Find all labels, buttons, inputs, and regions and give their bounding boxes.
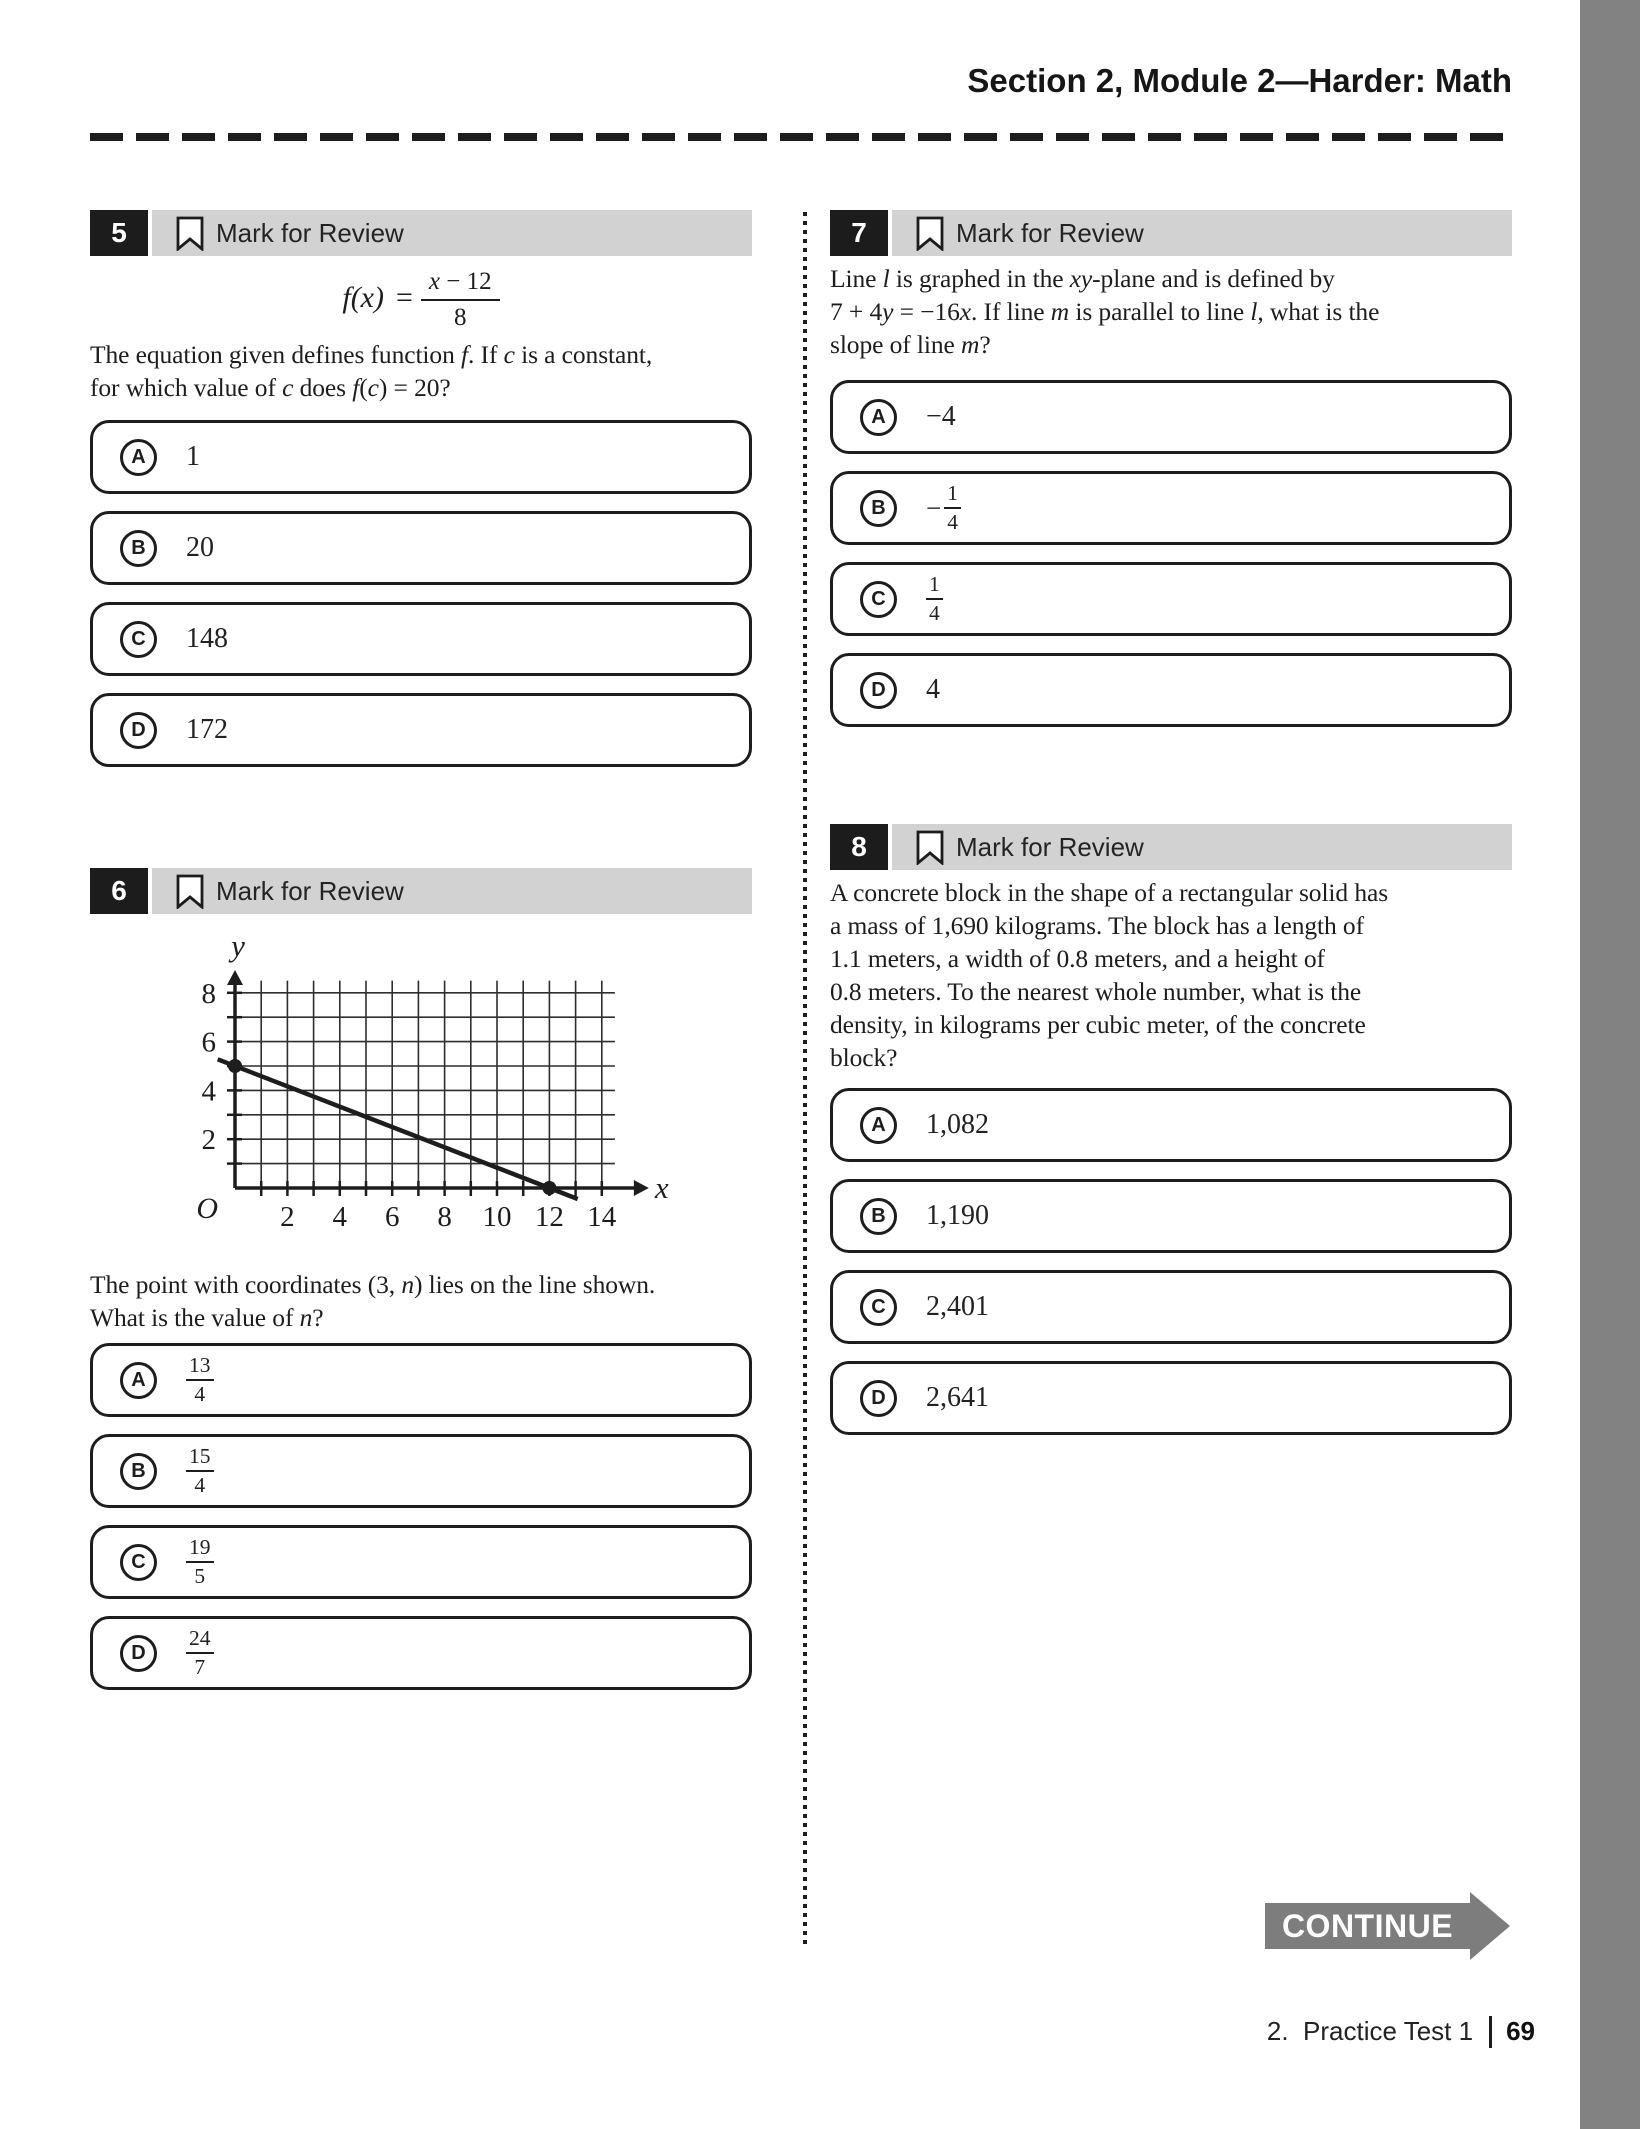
svg-text:4: 4 [201, 1075, 216, 1108]
choice-8b[interactable] [830, 1179, 1512, 1253]
question-text-line: for which value of c does f(c) = 20? [90, 373, 451, 402]
choice-letter: A [860, 399, 897, 436]
svg-text:6: 6 [384, 1201, 400, 1233]
question-8 [830, 824, 1512, 1452]
question-text-line: 1.1 meters, a width of 0.8 meters, and a height of [830, 944, 1325, 973]
bookmark-icon [916, 830, 944, 865]
answer-choices [830, 380, 1512, 727]
bookmark-icon [916, 216, 944, 251]
question-text [830, 876, 1512, 1074]
question-text [90, 338, 752, 404]
choice-value: 1,082 [926, 1109, 989, 1140]
question-text-line: a mass of 1,690 kilograms. The block has a length of [830, 911, 1364, 940]
svg-text:2: 2 [280, 1201, 295, 1233]
page-title: Section 2, Module 2—Harder: Math [967, 62, 1512, 99]
choice-value: 20 [186, 532, 214, 563]
choice-5d[interactable] [90, 693, 752, 767]
choice-5a[interactable] [90, 420, 752, 494]
question-text-line: What is the value of n? [90, 1303, 324, 1332]
choice-5b[interactable] [90, 511, 752, 585]
question-text-line: 0.8 meters. To the nearest whole number, what is the [830, 977, 1362, 1006]
choice-8c[interactable] [830, 1270, 1512, 1344]
question-6-header [90, 868, 752, 914]
question-text-line: density, in kilograms per cubic meter, of the concrete [830, 1010, 1366, 1039]
choice-value: $\frac{19}{5}$ [186, 1536, 214, 1588]
bookmark-icon [176, 874, 204, 909]
choice-7b[interactable] [830, 471, 1512, 545]
choice-value: −4 [926, 401, 956, 432]
svg-text:8: 8 [201, 977, 216, 1010]
choice-6d[interactable] [90, 1616, 752, 1690]
equation-lhs: f(x) [342, 280, 384, 314]
question-7-header [830, 210, 1512, 256]
svg-text:x: x [654, 1170, 669, 1205]
svg-text:10: 10 [482, 1201, 512, 1233]
svg-text:4: 4 [332, 1201, 348, 1233]
choice-letter: B [120, 530, 157, 567]
svg-text:12: 12 [534, 1201, 564, 1233]
question-text-line: The point with coordinates (3, n) lies on the line shown. [90, 1270, 656, 1299]
footer-page-number: 69 [1506, 2016, 1535, 2046]
footer-breadcrumb: 2. Practice Test 1 [1266, 2016, 1474, 2046]
choice-8d[interactable] [830, 1361, 1512, 1435]
choice-letter: C [860, 1289, 897, 1326]
question-number: 8 [830, 824, 888, 870]
mark-for-review-label: Mark for Review [216, 217, 404, 248]
question-text-line: slope of line m? [830, 330, 991, 359]
choice-value: 172 [186, 714, 228, 745]
question-number: 7 [830, 210, 888, 256]
svg-text:2: 2 [201, 1124, 216, 1157]
choice-value: 2,641 [926, 1382, 989, 1413]
choice-value: 4 [926, 674, 940, 705]
answer-choices [830, 1088, 1512, 1435]
choice-letter: D [860, 672, 897, 709]
answer-choices [90, 420, 752, 767]
continue-label: CONTINUE [1265, 1903, 1470, 1949]
question-6 [90, 868, 752, 1707]
choice-value: − $\frac{1}{4}$ [926, 482, 961, 534]
choice-letter: B [860, 490, 897, 527]
question-number: 5 [90, 210, 148, 256]
choice-7d[interactable] [830, 653, 1512, 727]
equation [90, 268, 752, 332]
choice-letter: C [120, 1544, 157, 1581]
question-text-line: block? [830, 1043, 898, 1072]
question-text-line: A concrete block in the shape of a rectangular solid has [830, 878, 1389, 907]
question-number: 6 [90, 868, 148, 914]
choice-letter: D [120, 712, 157, 749]
question-text-line: The equation given defines function f. If c is a constant, [90, 340, 653, 369]
choice-letter: D [860, 1380, 897, 1417]
choice-letter: A [120, 1362, 157, 1399]
choice-value: 2,401 [926, 1291, 989, 1322]
line-graph-figure [150, 930, 670, 1262]
svg-text:6: 6 [201, 1026, 216, 1059]
choice-6c[interactable] [90, 1525, 752, 1599]
question-5 [90, 210, 752, 784]
choice-letter: B [120, 1453, 157, 1490]
svg-text:O: O [196, 1192, 218, 1225]
choice-letter: C [120, 621, 157, 658]
svg-text:y: y [231, 930, 245, 963]
mark-for-review-button[interactable] [892, 210, 1512, 256]
continue-button[interactable] [1265, 1892, 1515, 1960]
choice-value: 1,190 [926, 1200, 989, 1231]
choice-5c[interactable] [90, 602, 752, 676]
choice-letter: A [120, 439, 157, 476]
page-edge-bar [1580, 0, 1640, 2129]
column-divider [803, 212, 807, 1948]
footer-divider [1489, 2016, 1492, 2048]
choice-letter: D [120, 1635, 157, 1672]
choice-7c[interactable] [830, 562, 1512, 636]
answer-choices [90, 1343, 752, 1690]
choice-value: $\frac{13}{4}$ [186, 1354, 214, 1406]
question-text-line: Line l is graphed in the xy-plane and is defined by [830, 264, 1335, 293]
choice-6a[interactable] [90, 1343, 752, 1417]
question-text [830, 262, 1512, 361]
equation-fraction: $\frac{x - 12}{8}$ [421, 268, 500, 332]
choice-letter: A [860, 1107, 897, 1144]
continue-arrow-icon [1470, 1892, 1510, 1960]
choice-value: $\frac{24}{7}$ [186, 1627, 214, 1679]
mark-for-review-button[interactable] [152, 868, 752, 914]
equals-sign: = [396, 280, 413, 314]
svg-text:14: 14 [587, 1201, 617, 1233]
question-text [90, 1268, 752, 1334]
choice-value: 148 [186, 623, 228, 654]
choice-6b[interactable] [90, 1434, 752, 1508]
choice-letter: C [860, 581, 897, 618]
choice-value: 1 [186, 441, 200, 472]
mark-for-review-button[interactable] [892, 824, 1512, 870]
choice-8a[interactable] [830, 1088, 1512, 1162]
question-7 [830, 210, 1512, 744]
question-text-line: 7 + 4y = −16x. If line m is parallel to line l, what is the [830, 297, 1380, 326]
svg-text:8: 8 [437, 1201, 452, 1233]
question-8-header [830, 824, 1512, 870]
mark-for-review-button[interactable] [152, 210, 752, 256]
choice-value: $\frac{15}{4}$ [186, 1445, 214, 1497]
header-rule [90, 133, 1512, 141]
choice-value: $\frac{1}{4}$ [926, 573, 943, 625]
mark-for-review-label: Mark for Review [956, 831, 1144, 862]
bookmark-icon [176, 216, 204, 251]
mark-for-review-label: Mark for Review [956, 217, 1144, 248]
choice-7a[interactable] [830, 380, 1512, 454]
page-footer [1100, 2014, 1535, 2048]
choice-letter: B [860, 1198, 897, 1235]
question-5-header [90, 210, 752, 256]
mark-for-review-label: Mark for Review [216, 875, 404, 906]
